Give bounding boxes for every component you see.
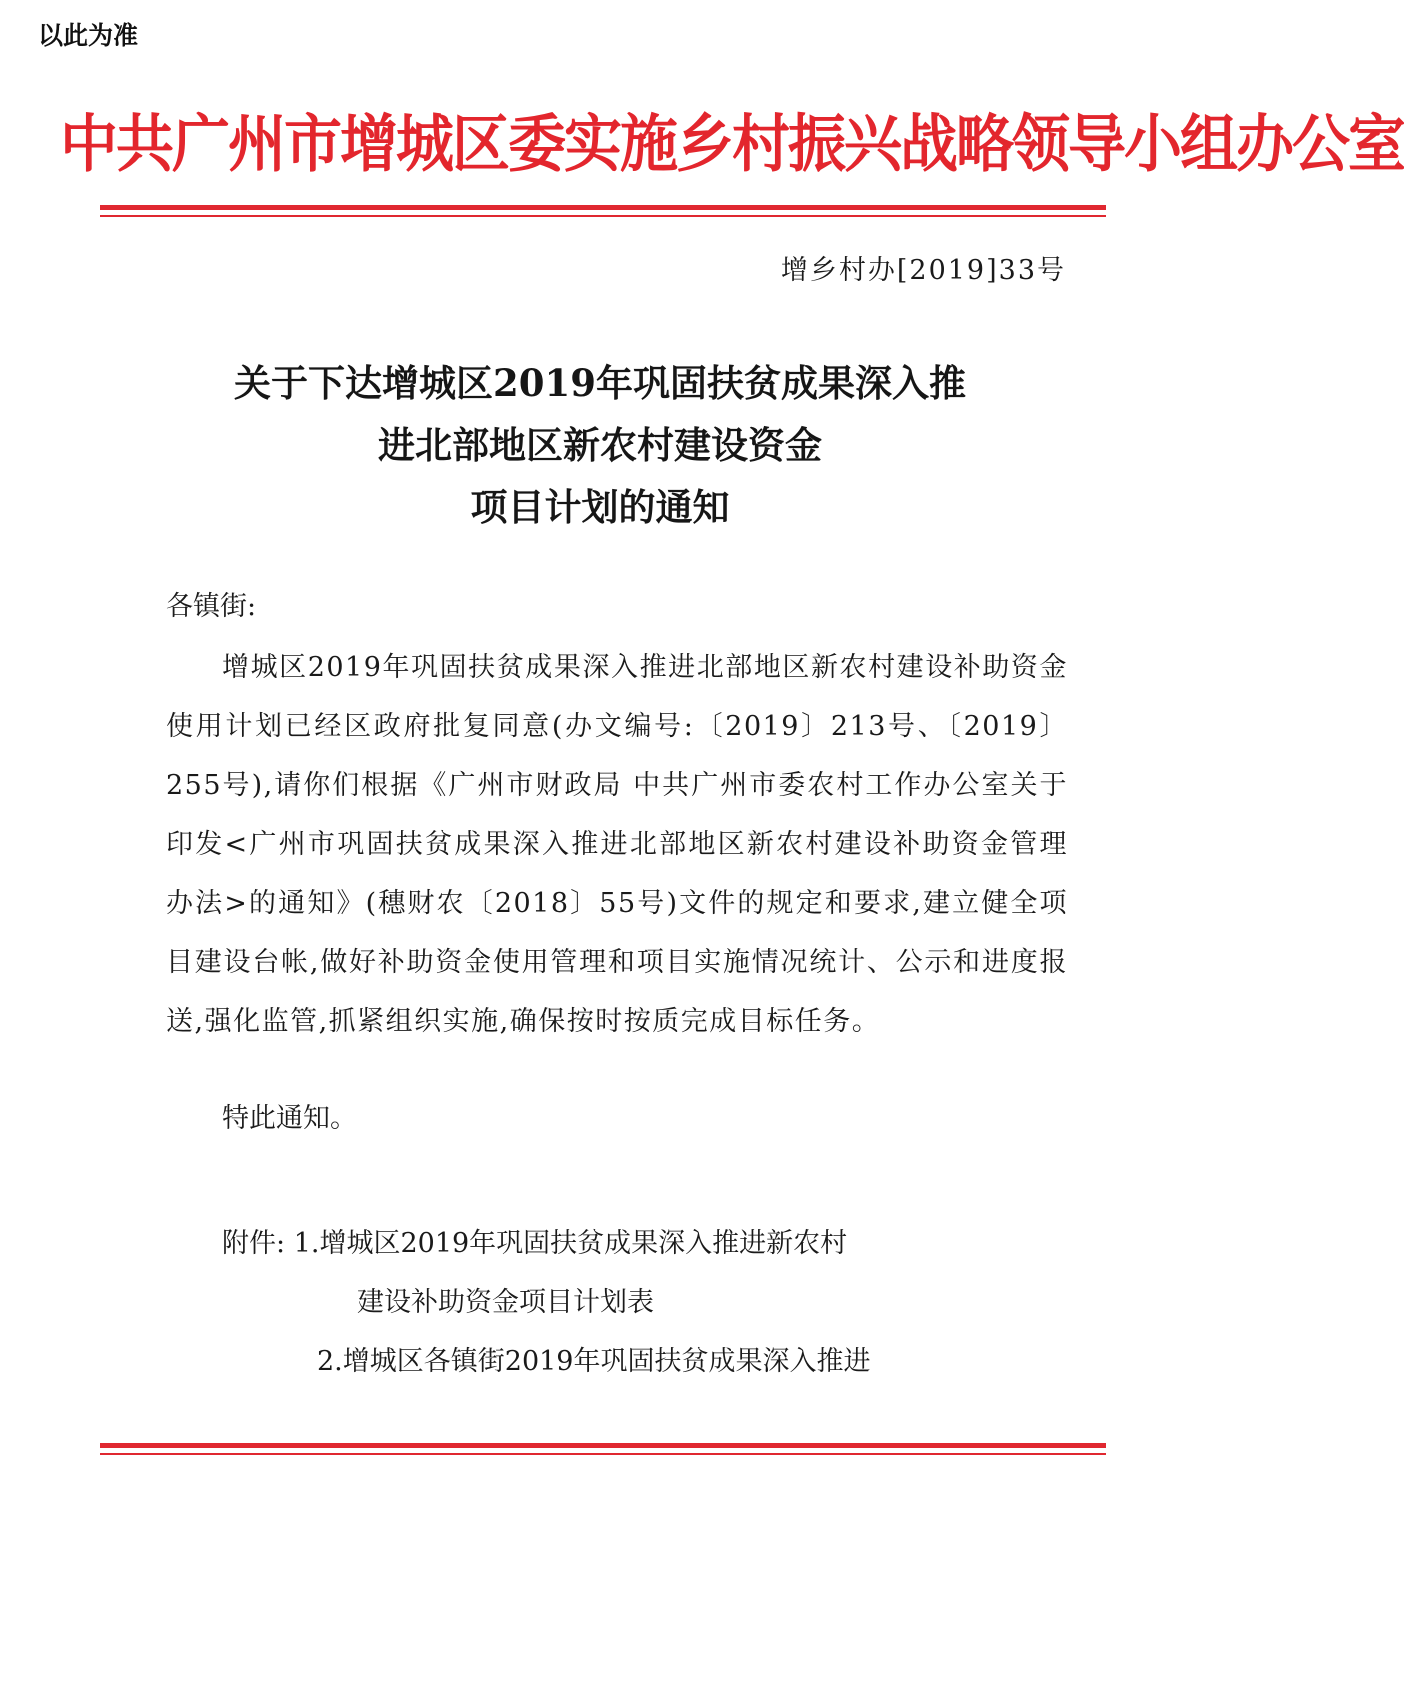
salutation: 各镇街: (166, 591, 257, 622)
footer-red-rule-thick (100, 1443, 1106, 1448)
document-title (120, 352, 1080, 538)
closing-line: 特此通知。 (222, 1103, 357, 1134)
attachment-item-2: 2.增城区各镇街2019年巩固扶贫成果深入推进 (317, 1346, 871, 1377)
attachments-label: 附件: (222, 1228, 286, 1259)
issuing-office-header: 中共广州市增城区委实施乡村振兴战略领导小组办公室 (60, 107, 1404, 181)
footer-red-rule-thin (100, 1453, 1106, 1455)
attachment-item-1-continued: 建设补助资金项目计划表 (357, 1287, 654, 1318)
validity-watermark: 以此为准 (38, 21, 139, 50)
header-red-rule-thin (100, 215, 1106, 217)
attachments-section (222, 1214, 870, 1391)
attachment-item-1 (222, 1214, 870, 1273)
attachment-text: 1.增城区2019年巩固扶贫成果深入推进新农村 (293, 1228, 848, 1259)
header-red-rule-thick (100, 205, 1106, 210)
title-line: 关于下达增城区2019年巩固扶贫成果深入推 (234, 361, 966, 405)
body-paragraph: 增城区2019年巩固扶贫成果深入推进北部地区新农村建设补助资金使用计划已经区政府批复同意(办文编号:〔2019〕213号、〔2019〕255号),请你们根据《广州市财政局 中共广州市委农村工作办公室关于印发<广州市巩固扶贫成果深入推进北部地区新农村建设补助资金管理办法>的通知》(穗财农〔2018〕55号)文件的规定和要求,建立健全项目建设台帐,做好补助资金使用管理和项目实施情况统计、公示和进度报送,强化监管,抓紧组织实施,确保按时按质完成目标任务。 (166, 652, 1068, 1037)
title-line: 进北部地区新农村建设资金 (378, 423, 822, 467)
document-number: 增乡村办[2019]33号 (780, 255, 1066, 286)
title-line: 项目计划的通知 (470, 485, 730, 529)
